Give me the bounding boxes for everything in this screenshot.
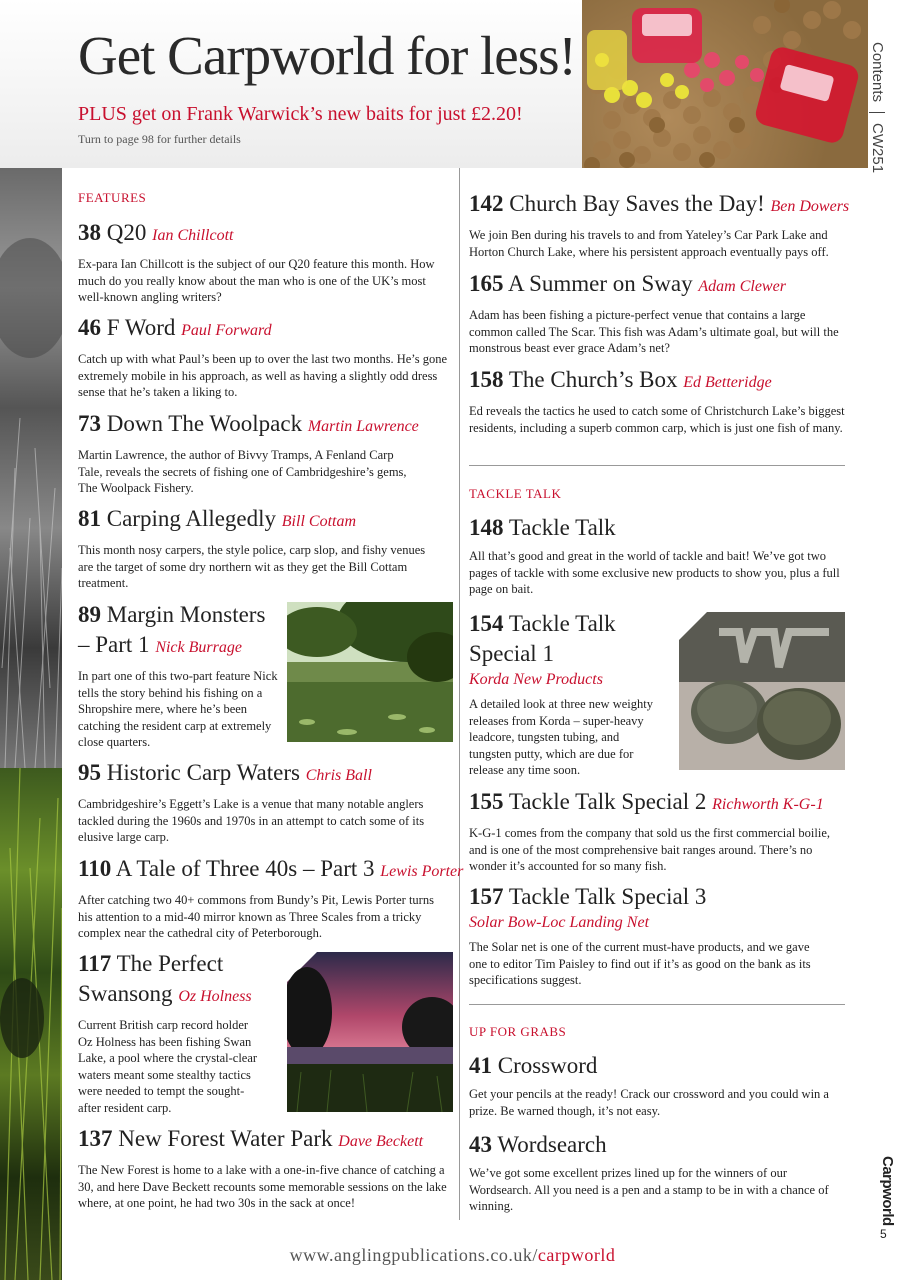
article-author: Chris Ball bbox=[305, 767, 372, 784]
header-note: Turn to page 98 for further details bbox=[78, 132, 241, 146]
article-number: 89 bbox=[78, 602, 101, 627]
section-divider bbox=[469, 465, 845, 466]
article-110[interactable] bbox=[78, 854, 464, 942]
article-number: 46 bbox=[78, 315, 101, 340]
left-photo-strip bbox=[0, 168, 62, 1280]
strip-bw-illustration bbox=[0, 168, 62, 768]
article-body: We’ve got some excellent prizes lined up for the winners of our Wordsearch. All you need is a pen and a stamp to be in with a chance of winning. bbox=[469, 1166, 829, 1213]
carpworld-logo bbox=[868, 1150, 905, 1226]
article-number: 154 bbox=[469, 611, 504, 636]
article-body: In part one of this two-part feature Nick tells the story behind his fishing on a Shropshire mere, where he’s been catching the resident carp at extremely close quarters. bbox=[78, 669, 278, 749]
article-heading bbox=[469, 365, 845, 398]
article-165[interactable] bbox=[469, 269, 845, 357]
article-body: Martin Lawrence, the author of Bivvy Tramps, A Fenland Carp Tale, reveals the secrets of fishing one of Cambridgeshire’s gems, The Woolpack Fishery. bbox=[78, 448, 407, 495]
section-label-features: FEATURES bbox=[78, 190, 147, 205]
article-title: New Forest Water Park bbox=[118, 1126, 333, 1151]
article-heading bbox=[78, 409, 450, 442]
lake-photo-illustration bbox=[287, 602, 453, 742]
article-heading bbox=[78, 313, 450, 346]
side-tab-section: Contents bbox=[869, 42, 886, 103]
article-body: Cambridgeshire’s Eggett’s Lake is a venue that many notable anglers tackled during the 1960s and 1970s in an attempt to catch some of its elusive large carp. bbox=[78, 797, 425, 844]
article-title: Historic Carp Waters bbox=[106, 760, 300, 785]
photo-margin-monsters bbox=[287, 602, 453, 742]
header-subtitle: PLUS get on Frank Warwick’s new baits for just £2.20! bbox=[78, 103, 523, 125]
side-tab-label bbox=[869, 42, 886, 173]
footer-url-accent: carpworld bbox=[537, 1245, 616, 1265]
article-81[interactable] bbox=[78, 504, 450, 592]
article-157[interactable] bbox=[469, 882, 845, 989]
article-body: Catch up with what Paul’s been up to over the last two months. He’s gone extremely mobile in his approach, as well as having a slightly odd dress sense that he’s taken a liking to. bbox=[78, 352, 448, 399]
article-author: Richworth K-G-1 bbox=[712, 796, 824, 813]
article-heading bbox=[469, 609, 669, 639]
article-author: Oz Holness bbox=[178, 988, 252, 1005]
footer-url-main: www.anglingpublications.co.uk/ bbox=[289, 1245, 538, 1265]
article-number: 81 bbox=[78, 506, 101, 531]
side-tab-issue: CW251 bbox=[869, 123, 886, 174]
article-heading bbox=[78, 218, 450, 251]
article-author: Lewis Porter bbox=[380, 863, 464, 880]
article-number: 41 bbox=[469, 1053, 492, 1078]
article-title: Tackle Talk bbox=[508, 515, 616, 540]
article-body: Ex-para Ian Chillcott is the subject of our Q20 feature this month. How much do you really know about the man who is one of the UK’s most well-known angling writers? bbox=[78, 257, 435, 304]
article-number: 38 bbox=[78, 220, 101, 245]
article-43[interactable] bbox=[469, 1130, 845, 1215]
section-label-up-for-grabs: UP FOR GRABS bbox=[469, 1024, 567, 1039]
article-number: 117 bbox=[78, 951, 112, 976]
article-heading bbox=[469, 269, 845, 302]
article-author: Dave Beckett bbox=[338, 1133, 424, 1150]
article-author: Ian Chillcott bbox=[152, 227, 234, 244]
article-title: Tackle Talk bbox=[508, 611, 616, 636]
footer-url[interactable] bbox=[0, 1246, 905, 1264]
article-title: F Word bbox=[106, 315, 176, 340]
article-heading bbox=[78, 949, 283, 979]
article-heading bbox=[469, 787, 845, 820]
article-body: After catching two 40+ commons from Bundy’s Pit, Lewis Porter turns his attention to a mid-40 mirror known as Three Scales from a tricky complex near the cathedral city of Peterborough. bbox=[78, 893, 434, 940]
bait-photo bbox=[582, 0, 868, 168]
article-title-line2: Special 1 bbox=[469, 641, 554, 666]
photo-korda-putty bbox=[679, 612, 845, 770]
article-title-line2: Swansong bbox=[78, 981, 173, 1006]
article-title-line2: – Part 1 bbox=[78, 632, 150, 657]
header-title: Get Carpworld for less! bbox=[78, 25, 576, 86]
article-title: Church Bay Saves the Day! bbox=[509, 191, 765, 216]
article-heading-line2 bbox=[78, 630, 286, 663]
article-number: 155 bbox=[469, 789, 504, 814]
article-author: Solar Bow-Loc Landing Net bbox=[469, 914, 650, 931]
column-divider bbox=[459, 168, 460, 1220]
article-title: Q20 bbox=[106, 220, 147, 245]
article-142[interactable] bbox=[469, 189, 850, 260]
article-heading bbox=[469, 189, 850, 222]
article-body: This month nosy carpers, the style police, carp slop, and fishy venues are the target of some dry northern wit as they get the Bill Cottam treatment. bbox=[78, 543, 426, 590]
article-author: Bill Cottam bbox=[281, 513, 357, 530]
article-title: The Church’s Box bbox=[508, 367, 678, 392]
article-heading bbox=[78, 1124, 454, 1157]
article-body: K-G-1 comes from the company that sold us the first commercial boilie, and is one of the most comprehensive bait ranges around. There’s no wonder it’s accounted for so many fish. bbox=[469, 826, 831, 873]
article-author: Paul Forward bbox=[181, 322, 272, 339]
article-title: Tackle Talk Special 2 bbox=[508, 789, 707, 814]
article-number: 158 bbox=[469, 367, 504, 392]
article-title: A Summer on Sway bbox=[507, 271, 693, 296]
putty-photo-illustration bbox=[679, 612, 845, 770]
sunset-photo-illustration bbox=[287, 952, 453, 1112]
section-divider bbox=[469, 1004, 845, 1005]
article-body: A detailed look at three new weighty releases from Korda – super-heavy leadcore, tungsten tubing, and tungsten putty, which are due for release any time soon. bbox=[469, 697, 653, 777]
article-46[interactable] bbox=[78, 313, 450, 401]
article-title: Wordsearch bbox=[497, 1132, 607, 1157]
article-number: 142 bbox=[469, 191, 504, 216]
article-148[interactable] bbox=[469, 513, 845, 598]
strip-grass-color bbox=[0, 768, 62, 1280]
section-label-tackle-talk: TACKLE TALK bbox=[469, 486, 562, 501]
article-158[interactable] bbox=[469, 365, 845, 436]
side-tab bbox=[868, 0, 905, 200]
article-body: The New Forest is home to a lake with a one-in-five chance of catching a 30, and here Dave Beckett recounts some memorable sessions on the lake where, at one point, he had two 30s in the sack at once! bbox=[78, 1163, 447, 1210]
bait-illustration bbox=[582, 0, 868, 168]
article-heading bbox=[78, 600, 286, 630]
article-number: 157 bbox=[469, 884, 504, 909]
article-author: Ed Betteridge bbox=[683, 374, 772, 391]
article-number: 137 bbox=[78, 1126, 113, 1151]
article-heading bbox=[469, 1130, 845, 1160]
side-tab-separator bbox=[869, 112, 885, 113]
article-number: 165 bbox=[469, 271, 504, 296]
article-38[interactable] bbox=[78, 218, 450, 306]
article-title: Crossword bbox=[497, 1053, 598, 1078]
article-body: Get your pencils at the ready! Crack our crossword and you could win a prize. Be warned though, it’s not easy. bbox=[469, 1087, 829, 1118]
article-title: Tackle Talk Special 3 bbox=[508, 884, 707, 909]
article-number: 43 bbox=[469, 1132, 492, 1157]
strip-color-illustration bbox=[0, 768, 62, 1280]
article-number: 148 bbox=[469, 515, 504, 540]
article-73[interactable] bbox=[78, 409, 450, 497]
article-author: Martin Lawrence bbox=[307, 418, 419, 435]
article-89[interactable] bbox=[78, 600, 286, 751]
article-body: Ed reveals the tactics he used to catch some of Christchurch Lake’s biggest residents, including a superb common carp, which is just one fish of many. bbox=[469, 404, 845, 435]
article-title: Down The Woolpack bbox=[106, 411, 303, 436]
article-heading-line2 bbox=[78, 979, 283, 1012]
article-body: All that’s good and great in the world of tackle and bait! We’ve got two pages of tackle with some exclusive new products to show you, plus a full page on bait. bbox=[469, 549, 840, 596]
article-137[interactable] bbox=[78, 1124, 454, 1212]
article-body: We join Ben during his travels to and from Yateley’s Car Park Lake and Horton Church Lake, where his persistent approach eventually pays off. bbox=[469, 228, 829, 259]
page-number: 5 bbox=[880, 1227, 887, 1241]
article-title: The Perfect bbox=[116, 951, 224, 976]
article-title: A Tale of Three 40s – Part 3 bbox=[115, 856, 375, 881]
article-41[interactable] bbox=[469, 1051, 845, 1119]
strip-grass-bw bbox=[0, 168, 62, 768]
photo-swansong bbox=[287, 952, 453, 1112]
article-heading bbox=[469, 1051, 845, 1081]
article-title: Carping Allegedly bbox=[106, 506, 277, 531]
article-154[interactable] bbox=[469, 609, 669, 779]
article-author: Ben Dowers bbox=[770, 198, 850, 215]
article-155[interactable] bbox=[469, 787, 845, 875]
article-body: The Solar net is one of the current must-have products, and we gave one to editor Tim Paisley to find out if it’s as good on the bank as its specifications suggest. bbox=[469, 940, 811, 987]
article-body: Current British carp record holder Oz Holness has been fishing Swan Lake, a pool where the crystal-clear waters meant some stealthy tactics were needed to tempt the sought-after resident carp. bbox=[78, 1018, 258, 1115]
article-heading bbox=[469, 513, 845, 543]
article-heading bbox=[78, 504, 450, 537]
article-number: 95 bbox=[78, 760, 101, 785]
article-body: Adam has been fishing a picture-perfect venue that contains a large common called The Scar. This fish was Adam’s ultimate goal, but will the monstrous beast ever grace Adam’s net? bbox=[469, 308, 839, 355]
article-number: 73 bbox=[78, 411, 101, 436]
article-author: Nick Burrage bbox=[155, 639, 242, 656]
article-heading bbox=[78, 854, 464, 887]
article-95[interactable] bbox=[78, 758, 450, 846]
carpworld-logo-text: Carpworld bbox=[879, 1156, 896, 1226]
article-author: Adam Clewer bbox=[698, 278, 786, 295]
article-title: Margin Monsters bbox=[106, 602, 266, 627]
article-heading bbox=[469, 882, 845, 912]
article-author: Korda New Products bbox=[469, 671, 603, 688]
article-heading bbox=[78, 758, 450, 791]
article-number: 110 bbox=[78, 856, 112, 881]
article-117[interactable] bbox=[78, 949, 283, 1116]
